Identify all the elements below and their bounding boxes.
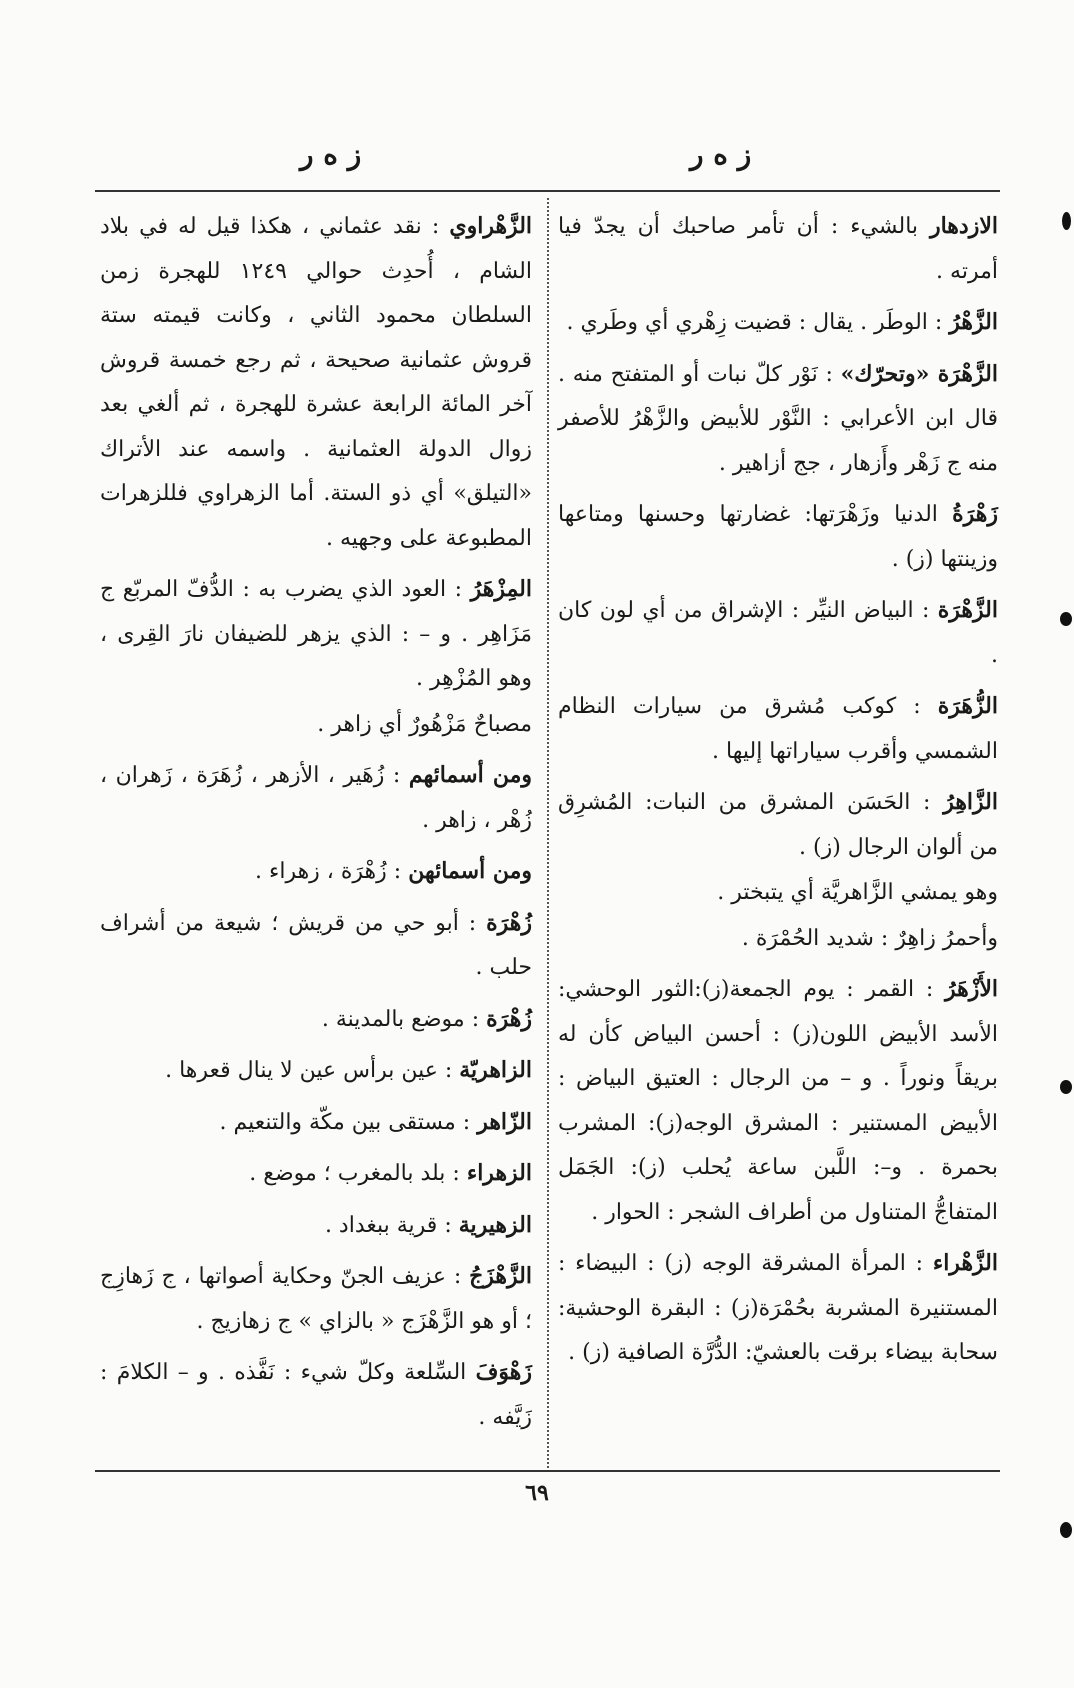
- entry-headword: الزّاهر: [477, 1108, 532, 1135]
- entry-definition: السِّلعة وكلّ شيء : نَفَّذه . و – الكلامَ : زَيَّفه .: [100, 1360, 532, 1430]
- dictionary-entry: [558, 300, 998, 346]
- dictionary-entry: [100, 849, 532, 895]
- entry-definition: بالشيء : أن تأمر صاحبك أن يجدّ فيا أمرته .: [558, 214, 998, 284]
- entry-headword: الزَّهْرُ: [949, 309, 998, 335]
- dictionary-entry: [100, 1100, 532, 1146]
- entry-definition: : عين برأس عين لا ينال قعرها .: [165, 1058, 453, 1083]
- entry-definition: : بلد بالمغرب ؛ موضع .: [249, 1161, 460, 1186]
- dictionary-entry: [558, 588, 998, 678]
- dictionary-entry: [100, 1151, 532, 1197]
- entry-headword: ومن أسمائهم: [408, 762, 532, 788]
- entry-headword: زَهْوَفَ: [475, 1359, 532, 1385]
- entry-definition: : البياض النيِّر : الإشراق من أي لون كان .: [558, 598, 998, 668]
- dictionary-entry: [100, 1203, 532, 1249]
- left-column: [100, 198, 532, 1440]
- dictionary-entry: [558, 780, 998, 870]
- entry-headword: الزَّهْراوي: [449, 213, 533, 239]
- entry-headword: الازدهار: [929, 213, 998, 239]
- dictionary-entry: [558, 916, 998, 962]
- entry-definition: : القمر : يوم الجمعة(ز):الثور الوحشي: الأسد الأبيض اللون(ز) : أحسن البياض كأن له بريقاً ونوراً . و – من الرجال : العتيق البياض : الأبيض المستنير : المشرق الوجه(ز): المشرب بحمرة . و–: اللَّبن ساعة يُحلب (ز): الجَمَل المتفاجُّ المتناول من أطراف الشجر : الحوار .: [558, 977, 998, 1225]
- entry-headword: الأَزْهَرُ: [944, 976, 998, 1002]
- entry-definition: الدنيا وزَهْرَتها: غضارتها وحسنها ومتاعها وزينتها (ز) .: [558, 502, 998, 572]
- page-number: ٦٩: [525, 1480, 549, 1506]
- dictionary-entry: [558, 492, 998, 582]
- dictionary-entry: [100, 702, 532, 748]
- entry-definition: : أبو حي من قريش ؛ شيعة من أشراف حلب .: [100, 910, 532, 980]
- entry-definition: وهو يمشي الزَّاهريَّة أي يتبختر .: [717, 880, 998, 905]
- entry-headword: الزَّاهِرُ: [943, 789, 998, 815]
- entry-definition: : الحَسَن المشرق من النبات: المُشرِق من ألوان الرجال (ز) .: [558, 790, 998, 860]
- running-header-right: ز ه ر: [690, 138, 752, 171]
- entry-definition: : عزيف الجنّ وحكاية أصواتها ، ج زَهازِج ؛ أو هو الزَّهْزَج « بالزاي » ج زهازيج .: [100, 1264, 532, 1334]
- entry-definition: : كوكب مُشرق من سيارات النظام الشمسي وأقرب سياراتها إليها .: [558, 694, 998, 764]
- entry-headword: الزَّهْرَة: [937, 597, 998, 623]
- right-column: [558, 198, 998, 1376]
- dictionary-entry: [558, 352, 998, 487]
- entry-definition: : مستقى بين مكّة والتنعيم .: [219, 1109, 471, 1135]
- entry-definition: : الوطَر . يقال : قضيت زِهْري أي وطَري .: [566, 310, 943, 335]
- dictionary-entry: [100, 567, 532, 702]
- margin-mark: [1060, 1080, 1072, 1094]
- dictionary-entry: [558, 1241, 998, 1376]
- entry-definition: : زُهْرَة ، زهراء .: [255, 859, 402, 884]
- bottom-rule: [95, 1470, 1000, 1472]
- entry-headword: الزهيرية: [458, 1211, 532, 1238]
- dictionary-entry: [100, 997, 532, 1043]
- entry-headword: زُهْرَة: [486, 1005, 532, 1032]
- dictionary-entry: [558, 204, 998, 294]
- dictionary-entry: [100, 1254, 532, 1344]
- entry-headword: زُهْرَة: [486, 909, 533, 936]
- entry-headword: الزَّهْزَجُ: [469, 1263, 532, 1289]
- entry-definition: : المرأة المشرقة الوجه (ز) : البيضاء : المستنيرة المشربة بحُمْرَة(ز) : البقرة الوحشية: سحابة بيضاء برقت بالعشيّ: الدُّرَّة الصافية (ز) .: [558, 1251, 998, 1365]
- entry-headword: زَهْرَةُ: [952, 501, 998, 527]
- top-rule: [95, 190, 1000, 192]
- entry-headword: ومن أسمائهن: [408, 858, 532, 884]
- entry-headword: المِزْهَرُ: [470, 576, 532, 602]
- entry-definition: : نَوْر كلّ نبات أو المتفتح منه . قال ابن الأعرابي : النَّوْر للأبيض والزَّهْرُ للأصفر منه ج زَهْر وأَزهار ، جج أزاهير .: [558, 361, 998, 476]
- margin-mark: [1060, 1522, 1072, 1538]
- dictionary-entry: [558, 967, 998, 1235]
- entry-definition: مصباحٌ مَزْهُورٌ أي زاهر .: [317, 711, 532, 737]
- entry-headword: الزَّهْراء: [932, 1250, 998, 1276]
- entry-definition: وأحمرُ زاهِرٌ : شديد الحُمْرَة .: [741, 925, 998, 951]
- dictionary-entry: [558, 870, 998, 916]
- entry-definition: : نقد عثماني ، هكذا قيل له في بلاد الشام ، أُحدِث حوالي ١٢٤٩ للهجرة زمن السلطان محمود الثاني ، وكانت قيمته ستة قروش عثمانية صحيحة ، ثم رجع خمسة قروش آخر المائة الرابعة عشرة للهجرة ، ثم ألغي بعد زوال الدولة العثمانية . واسمه عند الأتراك «التيلق» أي ذو الستة. أما الزهراوي فللزهرات المطبوعة على وجهيه .: [100, 214, 532, 551]
- margin-mark: [1062, 212, 1071, 230]
- dictionary-entry: [558, 684, 998, 774]
- entry-definition: : موضع بالمدينة .: [321, 1006, 480, 1032]
- dictionary-entry: [100, 204, 532, 561]
- dictionary-entry: [100, 901, 532, 991]
- entry-headword: الزهراء: [466, 1160, 532, 1186]
- margin-mark: [1060, 612, 1072, 626]
- dictionary-entry: [100, 753, 532, 843]
- entry-definition: : زُهَير ، الأزهر ، زُهَرَة ، زَهران ، زُهْر ، زاهر .: [100, 763, 532, 833]
- entry-definition: : قرية ببغداد .: [324, 1212, 452, 1238]
- entry-definition: : العود الذي يضرب به : الدُّفّ المربّع ج مَزَاهِر . و – : الذي يزهر للضيفان نارَ القِرى ، وهو المُزْهِر .: [100, 577, 532, 691]
- entry-headword: الزَّهْرَة «وتحرّك»: [840, 360, 998, 387]
- running-header-left: ز ه ر: [300, 138, 362, 171]
- dictionary-entry: [100, 1048, 532, 1094]
- entry-headword: الزُّهَرَة: [937, 693, 998, 719]
- column-divider: [547, 198, 549, 1468]
- entry-headword: الزاهريّة: [459, 1057, 532, 1083]
- dictionary-entry: [100, 1350, 532, 1440]
